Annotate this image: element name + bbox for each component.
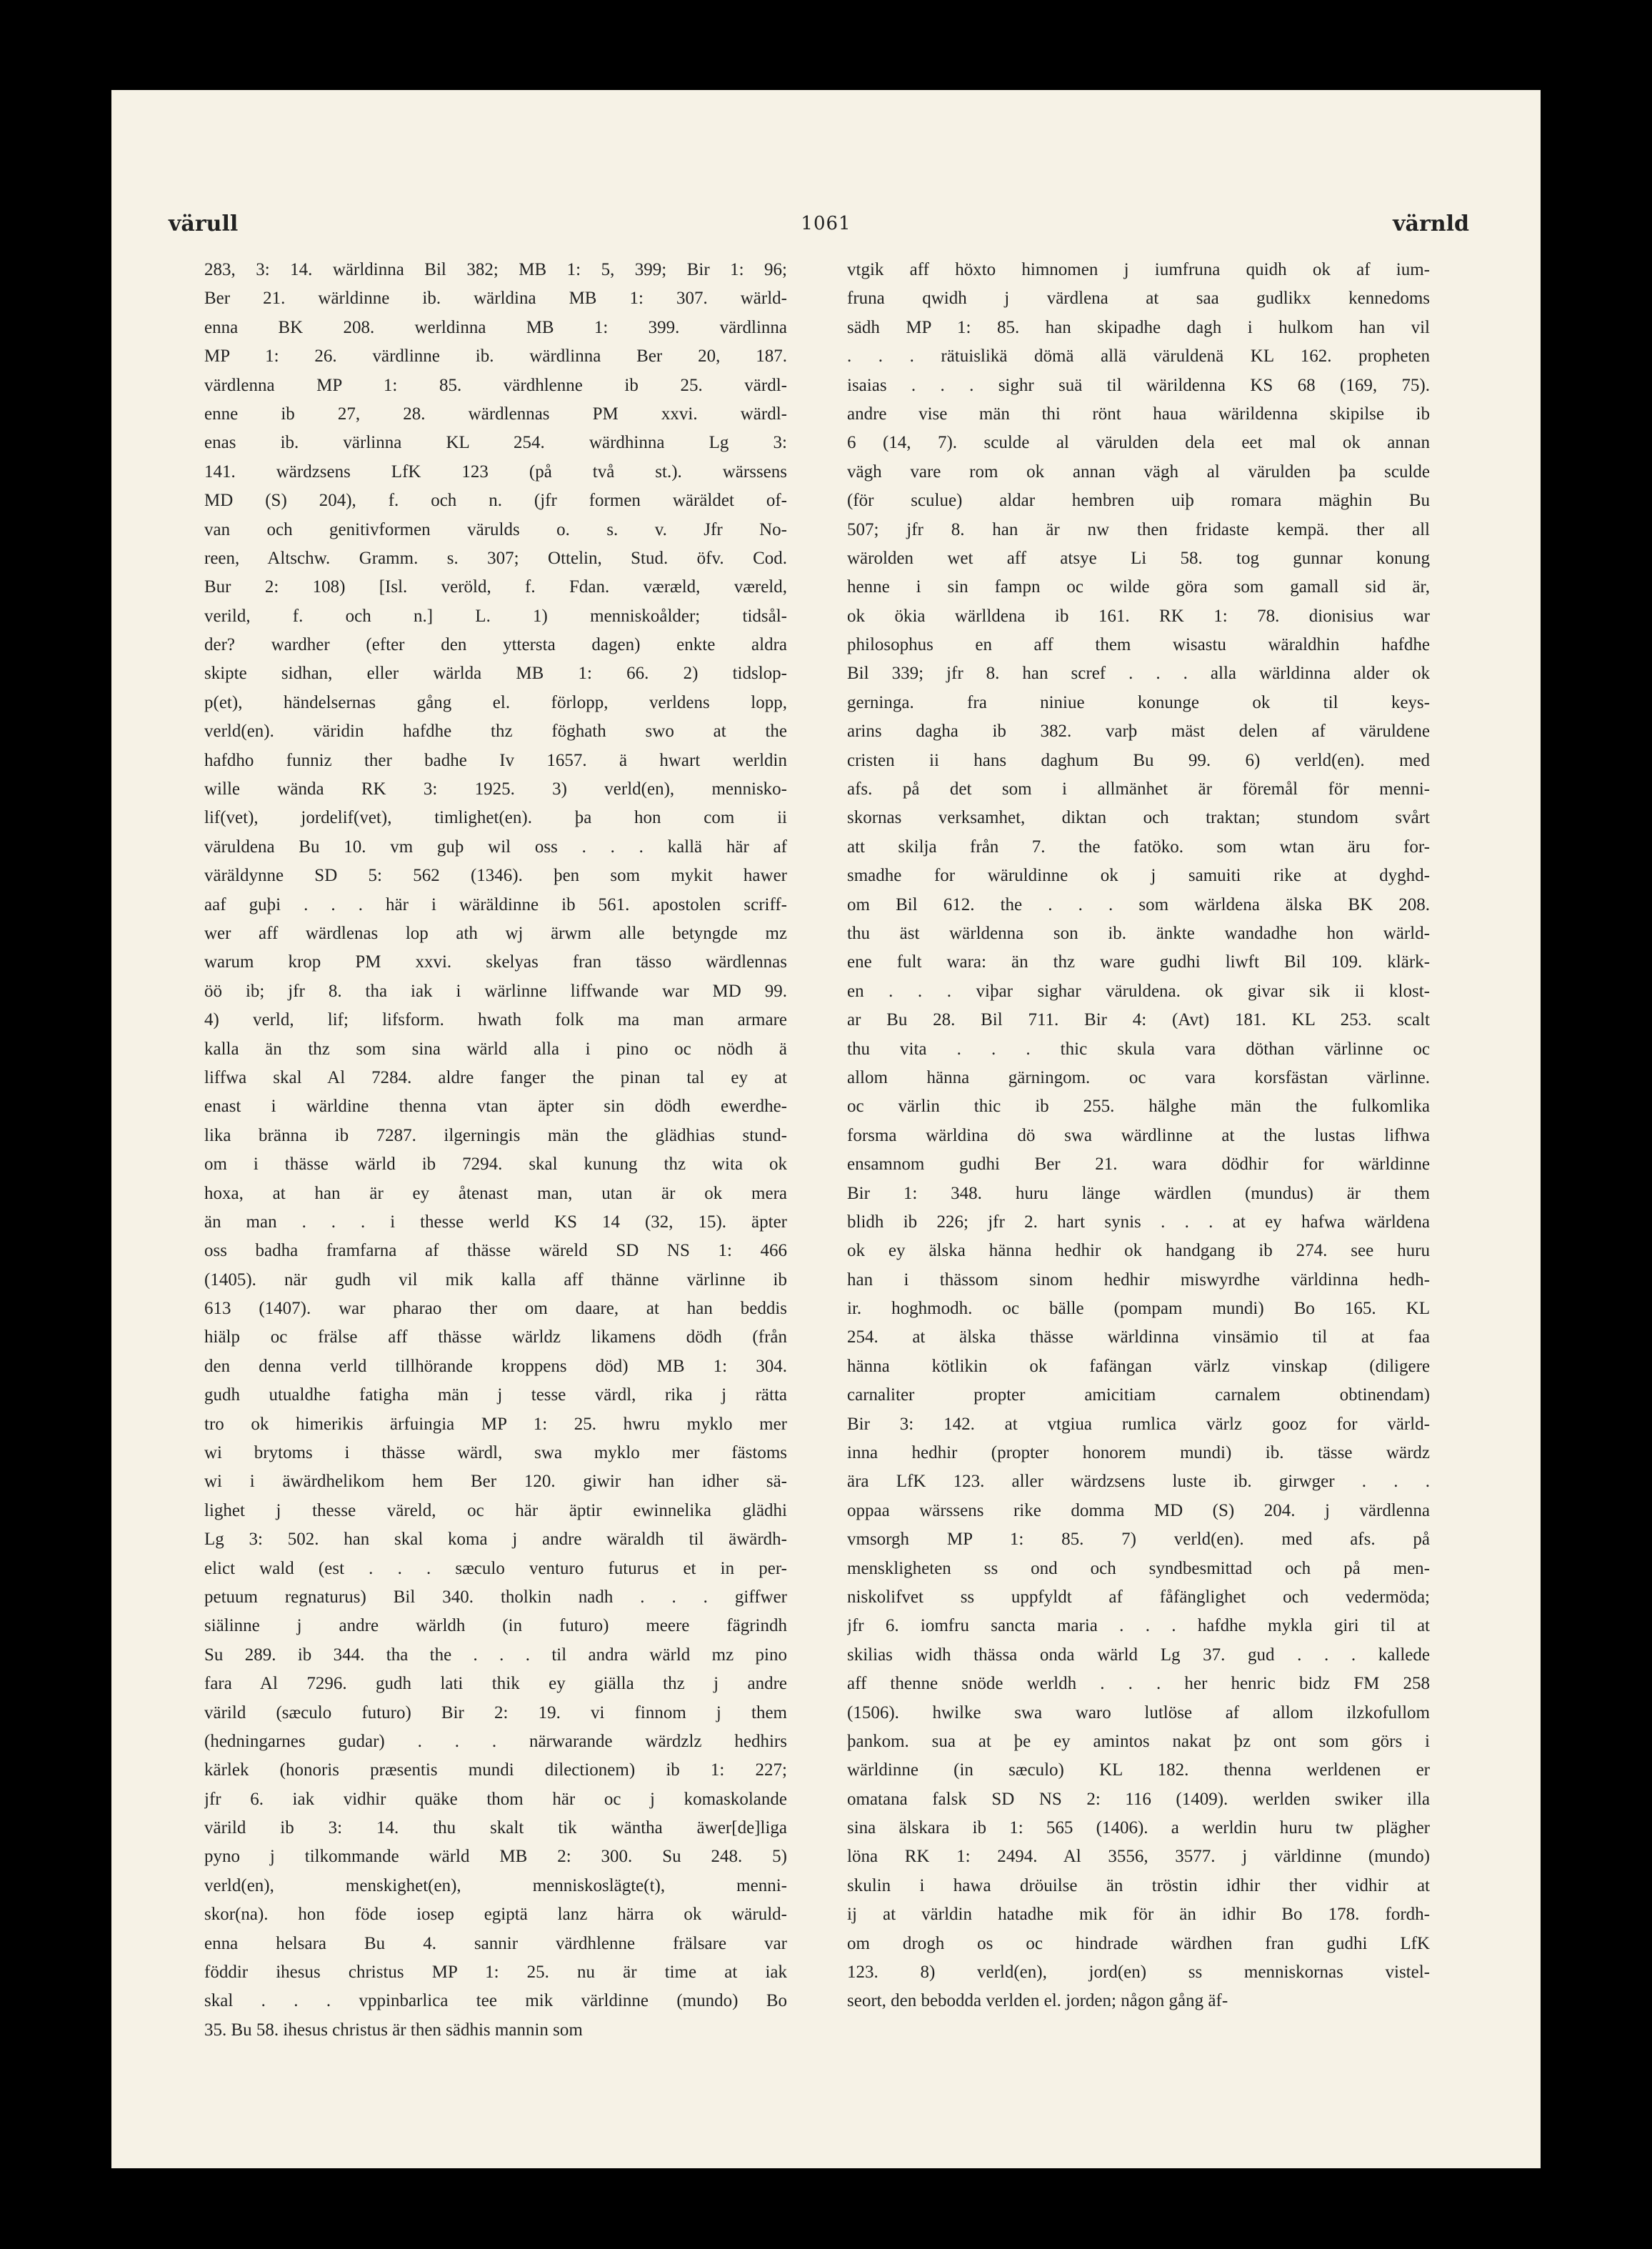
text-line: fara Al 7296. gudh lati thik ey giälla thz j andre [204,1674,787,1694]
text-line: 283, 3: 14. wärldinna Bil 382; MB 1: 5, 399; Bir 1: 96; [204,260,787,279]
text-line: Bir 1: 348. huru länge wärdlen (mundus) är them [847,1183,1430,1203]
text-line: Bur 2: 108) [Isl. veröld, f. Fdan. væræld, væreld, [204,577,787,597]
text-line: jfr 6. iomfru sancta maria . . . hafdhe mykla giri til at [847,1616,1430,1636]
text-line: smadhe for wäruldinne ok j samuiti rike at dyghd- [847,866,1430,886]
text-line: niskolifvet ss uppfyldt af fåfänglighet och vedermöda; [847,1587,1430,1607]
text-line: löna RK 1: 2494. Al 3556, 3577. j världinne (mundo) [847,1847,1430,1867]
text-line: blidh ib 226; jfr 2. hart synis . . . at ey hafwa wärldena [847,1212,1430,1232]
text-line: oc värlin thic ib 255. hälghe män the fulkomlika [847,1097,1430,1117]
text-line: verild, f. och n.] L. 1) menniskoålder; tidsål- [204,606,787,626]
text-line: verld(en), menskighet(en), menniskoslägte(t), menni- [204,1875,787,1895]
text-line: (1506). hwilke swa waro lutlöse af allom ilzkofullom [847,1702,1430,1722]
text-line: þankom. sua at þe ey amintos nakat þz ont som görs i [847,1731,1430,1751]
text-line: petuum regnaturus) Bil 340. tholkin nadh . . . giffwer [204,1587,787,1607]
text-line: allom hänna gärningom. oc vara korsfästan värlinne. [847,1067,1430,1087]
running-header [111,211,1541,254]
text-line: skilias widh thässa onda wärld Lg 37. gud . . . kallede [847,1645,1430,1665]
text-line: (hedningarnes gudar) . . . närwarande wärdzlz hedhirs [204,1731,787,1751]
text-line: enne ib 27, 28. wärdlennas PM xxvi. wärdl- [204,404,787,424]
text-line: pyno j tilkommande wärld MB 2: 300. Su 248. 5) [204,1847,787,1867]
text-line: warum krop PM xxvi. skelyas fran tässo wärdlennas [204,952,787,972]
text-line: aff thenne snöde werldh . . . her henric bidz FM 258 [847,1674,1430,1694]
text-line: om drogh os oc hindrade wärdhen fran gudhi LfK [847,1933,1430,1953]
text-line: hiälp oc frälse aff thässe wärldz likamens dödh (från [204,1327,787,1347]
text-line: thu vita . . . thic skula vara döthan värlinne oc [847,1039,1430,1059]
text-line: wärolden wet aff atsye Li 58. tog gunnar konung [847,548,1430,568]
text-line: skipte sidhan, eller wärlda MB 1: 66. 2) tidslop- [204,664,787,684]
text-line: ir. hoghmodh. oc bälle (pompam mundi) Bo 165. KL [847,1299,1430,1319]
text-line: värild ib 3: 14. thu skalt tik wäntha äwer[de]liga [204,1818,787,1838]
text-line: väräldynne SD 5: 562 (1346). þen som mykit hawer [204,866,787,886]
text-line: ok ey älska hänna hedhir ok handgang ib 274. see huru [847,1241,1430,1261]
text-line: ar Bu 28. Bil 711. Bir 4: (Avt) 181. KL 253. scalt [847,1010,1430,1030]
text-line: menskligheten ss ond och syndbesmittad och på men- [847,1558,1430,1578]
text-line: henne i sin fampn oc wilde göra som gamall sid är, [847,577,1430,597]
text-line: öö ib; jfr 8. tha iak i wärlinne liffwande war MD 99. [204,981,787,1001]
text-line: enas ib. värlinna KL 254. wärdhinna Lg 3: [204,433,787,453]
text-line: Su 289. ib 344. tha the . . . til andra wärld mz pino [204,1645,787,1665]
text-line: sädh MP 1: 85. han skipadhe dagh i hulkom han vil [847,317,1430,337]
text-line: Bir 3: 142. at vtgiua rumlica värlz gooz for värld- [847,1414,1430,1434]
text-line: wi brytoms i thässe wärdl, swa myklo mer fästoms [204,1443,787,1463]
text-line: aaf guþi . . . här i wäräldinne ib 561. apostolen scriff- [204,894,787,914]
right-column [847,256,1430,2128]
text-line: värdlenna MP 1: 85. värdhlenne ib 25. värdl- [204,375,787,395]
text-line: ära LfK 123. aller wärdzsens luste ib. girwger . . . [847,1472,1430,1492]
text-line: vmsorgh MP 1: 85. 7) verld(en). med afs. på [847,1530,1430,1550]
text-line: wärldinne (in sæculo) KL 182. thenna werldenen er [847,1760,1430,1780]
text-line: wer aff wärdlenas lop ath wj ärwm alle betyngde mz [204,923,787,943]
text-line: enast i wärldine thenna vtan äpter sin dödh ewerdhe- [204,1097,787,1117]
text-line: ij at världin hatadhe mik för än idhir Bo 178. fordh- [847,1905,1430,1925]
text-line: siälinne j andre wärldh (in futuro) meere fägrindh [204,1616,787,1636]
text-line: omatana falsk SD NS 2: 116 (1409). werlden swiker illa [847,1789,1430,1809]
text-line: van och genitivformen värulds o. s. v. Jfr No- [204,519,787,539]
text-line: sina älskara ib 1: 565 (1406). a werldin huru tw plägher [847,1818,1430,1838]
text-line: inna hedhir (propter honorem mundi) ib. tässe wärdz [847,1443,1430,1463]
text-line: skal . . . vppinbarlica tee mik världinne (mundo) Bo [204,1991,787,2011]
text-line: lighet j thesse väreld, oc här äptir ewinnelika glädhi [204,1500,787,1520]
text-line: föddir ihesus christus MP 1: 25. nu är time at iak [204,1963,787,1983]
text-line: än man . . . i thesse werld KS 14 (32, 15). äpter [204,1212,787,1232]
text-line: den denna verld tillhörande kroppens död) MB 1: 304. [204,1356,787,1376]
text-line: värild (sæculo futuro) Bir 2: 19. vi finnom j them [204,1702,787,1722]
text-line: ene fult wara: än thz ware gudhi liwft Bil 109. klärk- [847,952,1430,972]
header-guide-word-left: värull [169,211,239,236]
text-line: skornas verksamhet, diktan och traktan; stundom svårt [847,808,1430,828]
text-line: Lg 3: 502. han skal koma j andre wäraldh til äwärdh- [204,1530,787,1550]
left-column [204,256,787,2128]
text-line: vtgik aff höxto himnomen j iumfruna quidh ok af ium- [847,260,1430,279]
text-line: gerninga. fra niniue konunge ok til keys- [847,692,1430,712]
text-line: (1405). när gudh vil mik kalla aff thänne värlinne ib [204,1270,787,1290]
text-line: lika bränna ib 7287. ilgerningis män the glädhias stund- [204,1125,787,1145]
text-line: MP 1: 26. värdlinne ib. wärdlinna Ber 20, 187. [204,346,787,366]
text-line: Ber 21. wärldinne ib. wärldina MB 1: 307. wärld- [204,289,787,309]
text-line: (för sculue) aldar hembren uiþ romara mäghin Bu [847,491,1430,511]
text-line: han i thässom sinom hedhir miswyrdhe världinna hedh- [847,1270,1430,1290]
text-line: vägh vare rom ok annan vägh al värulden þa sculde [847,462,1430,482]
text-line: cristen ii hans daghum Bu 99. 6) verld(en). med [847,750,1430,770]
text-line: elict wald (est . . . sæculo venturo futurus et in per- [204,1558,787,1578]
text-line: 141. wärdzsens LfK 123 (på två st.). wärssens [204,462,787,482]
header-guide-word-right: värnld [1393,211,1469,236]
text-line: ensamnom gudhi Ber 21. wara dödhir for wärldinne [847,1155,1430,1175]
text-line: 4) verld, lif; lifsform. hwath folk ma man armare [204,1010,787,1030]
text-line: p(et), händelsernas gång el. förlopp, verldens lopp, [204,692,787,712]
text-line: oss badha framfarna af thässe wäreld SD NS 1: 466 [204,1241,787,1261]
dictionary-page [111,90,1541,2168]
text-line: tro ok himerikis ärfuingia MP 1: 25. hwru myklo mer [204,1414,787,1434]
text-line: 613 (1407). war pharao ther om daare, at han beddis [204,1299,787,1319]
text-line: 123. 8) verld(en), jord(en) ss menniskornas vistel- [847,1963,1430,1983]
text-line: verld(en). väridin hafdhe thz föghath swo at the [204,722,787,742]
text-line: forsma wärldina dö swa wärdlinne at the lustas lifhwa [847,1125,1430,1145]
text-line: skor(na). hon föde iosep egiptä lanz härra ok wäruld- [204,1905,787,1925]
text-line: seort, den bebodda verlden el. jorden; någon gång äf- [847,1991,1228,2011]
text-line: oppaa wärssens rike domma MD (S) 204. j värdlenna [847,1500,1430,1520]
text-line: kärlek (honoris præsentis mundi dilectionem) ib 1: 227; [204,1760,787,1780]
text-line: lif(vet), jordelif(vet), timlighet(en). þa hon com ii [204,808,787,828]
text-line: afs. på det som i allmänhet är föremål för menni- [847,779,1430,799]
text-line: 254. at älska thässe wärldinna vinsämio til at faa [847,1327,1430,1347]
text-line: arins dagha ib 382. varþ mäst delen af väruldene [847,722,1430,742]
text-line: väruldena Bu 10. vm guþ wil oss . . . kallä här af [204,837,787,857]
text-line: skulin i hawa dröuilse än tröstin idhir ther vidhir at [847,1875,1430,1895]
text-line: philosophus en aff them wisastu wäraldhin hafdhe [847,635,1430,655]
text-line: der? wardher (efter den yttersta dagen) enkte aldra [204,635,787,655]
text-line: hänna kötlikin ok fafängan värlz vinskap (diligere [847,1356,1430,1376]
text-line: isaias . . . sighr suä til wärildenna KS 68 (169, 75). [847,375,1430,395]
text-line: reen, Altschw. Gramm. s. 307; Ottelin, Stud. öfv. Cod. [204,548,787,568]
text-line: kalla än thz som sina wärld alla i pino oc nödh ä [204,1039,787,1059]
text-line: att skilja från 7. the fatöko. som wtan äru for- [847,837,1430,857]
text-line: . . . rätuislikä dömä allä väruldenä KL 162. propheten [847,346,1430,366]
text-line: 507; jfr 8. han är nw then fridaste kempä. ther all [847,519,1430,539]
text-line: om i thässe wärld ib 7294. skal kunung thz wita ok [204,1155,787,1175]
text-line: carnaliter propter amicitiam carnalem obtinendam) [847,1385,1430,1405]
text-line: 35. Bu 58. ihesus christus är then sädhis mannin som [204,2020,583,2040]
text-line: fruna qwidh j värdlena at saa gudlikx kennedoms [847,289,1430,309]
text-line: liffwa skal Al 7284. aldre fanger the pinan tal ey at [204,1067,787,1087]
text-line: MD (S) 204), f. och n. (jfr formen wäräldet of- [204,491,787,511]
text-line: enna BK 208. werldinna MB 1: 399. värdlinna [204,317,787,337]
text-line: jfr 6. iak vidhir quäke thom här oc j komaskolande [204,1789,787,1809]
text-line: 6 (14, 7). sculde al värulden dela eet mal ok annan [847,433,1430,453]
text-line: om Bil 612. the . . . som wärldena älska BK 208. [847,894,1430,914]
text-line: wille wända RK 3: 1925. 3) verld(en), mennisko- [204,779,787,799]
text-line: Bil 339; jfr 8. han scref . . . alla wärldinna alder ok [847,664,1430,684]
text-line: gudh utualdhe fatigha män j tesse värdl, rika j rätta [204,1385,787,1405]
page-number: 1061 [801,213,851,234]
text-line: hafdho funniz ther badhe Iv 1657. ä hwart werldin [204,750,787,770]
text-line: wi i äwärdhelikom hem Ber 120. giwir han idher sä- [204,1472,787,1492]
text-line: ok ökia wärlldena ib 161. RK 1: 78. dionisius war [847,606,1430,626]
text-line: thu äst wärldenna son ib. änkte wandadhe hon wärld- [847,923,1430,943]
text-line: andre vise män thi rönt haua wärildenna skipilse ib [847,404,1430,424]
text-line: en . . . viþar sighar väruldena. ok givar sik ii klost- [847,981,1430,1001]
text-line: enna helsara Bu 4. sannir värdhlenne frälsare var [204,1933,787,1953]
text-line: hoxa, at han är ey åtenast man, utan är ok mera [204,1183,787,1203]
